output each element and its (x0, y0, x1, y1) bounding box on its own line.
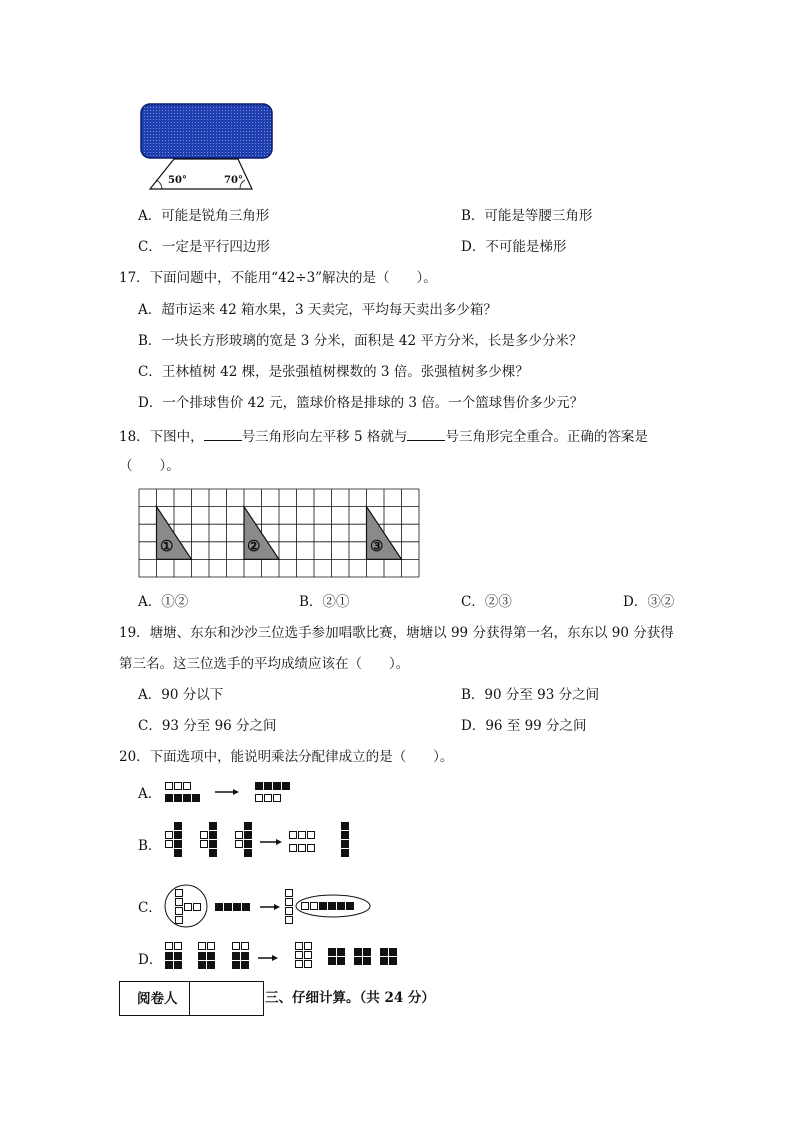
q17-option-d: D．一个排球售价 42 元，篮球价格是排球的 3 倍。一个篮球售价多少元？ (138, 395, 584, 411)
reviewer-score-cell[interactable] (190, 982, 263, 1015)
q18-stem-line2: （ ）。 (119, 458, 180, 474)
q16-angle-left: 50° (168, 175, 187, 186)
q19-stem-line1: 19．塘塘、东东和沙沙三位选手参加唱歌比赛，塘塘以 99 分获得第一名，东东以 90 分获得 (119, 625, 674, 641)
triangle-label-3: ③ (370, 537, 384, 555)
q16-figure (140, 103, 280, 193)
q18-blank-1 (204, 426, 242, 441)
q18-option-b: B．②① (299, 594, 350, 610)
q17-option-a: A．超市运来 42 箱水果，3 天卖完，平均每天卖出多少箱？ (138, 302, 497, 318)
q20-option-b-figure (165, 822, 355, 864)
q20-option-a-figure (165, 782, 305, 806)
q18-option-d: D．③② (623, 594, 675, 610)
q20-option-c-label: C． (138, 900, 162, 916)
q19-option-d: D．96 至 99 分之间 (461, 718, 587, 734)
q16-option-c: C．一定是平行四边形 (138, 239, 270, 255)
blue-rectangle (141, 104, 272, 158)
q17-option-c: C．王林植树 42 棵，是张强植树棵数的 3 倍。张强植树多少棵？ (138, 364, 529, 380)
reviewer-table (119, 981, 264, 1016)
q20-option-a-label: A． (138, 786, 162, 802)
q19-option-a: A．90 分以下 (138, 687, 224, 703)
q18-stem (119, 426, 648, 446)
q19-stem-line2: 第三名。这三位选手的平均成绩应该在（ ）。 (119, 656, 410, 672)
q18-grid-figure (139, 489, 421, 579)
q18-option-a: A．①② (138, 594, 189, 610)
q16-option-a: A．可能是锐角三角形 (138, 208, 270, 224)
q18-stem-part1: 18．下图中， (119, 429, 204, 445)
q16-angle-right: 70° (224, 175, 243, 186)
q19-option-c: C．93 分至 96 分之间 (138, 718, 277, 734)
q20-option-c-figure (165, 884, 375, 930)
reviewer-label: 阅卷人 (137, 991, 178, 1007)
q20-stem: 20．下面选项中，能说明乘法分配律成立的是（ ）。 (119, 749, 454, 765)
q20-option-d-figure (165, 942, 405, 972)
q18-stem-part2: 号三角形向左平移 5 格就与 (241, 429, 408, 445)
q18-stem-part3: 号三角形完全重合。正确的答案是 (445, 429, 648, 445)
q17-stem: 17．下面问题中，不能用“42÷3”解决的是（ ）。 (119, 270, 437, 286)
q18-blank-2 (407, 426, 445, 441)
q20-option-d-label: D． (138, 952, 163, 968)
q18-option-c: C．②③ (461, 594, 512, 610)
q17-option-b: B．一块长方形玻璃的宽是 3 分米，面积是 42 平方分米，长是多少分米？ (138, 333, 583, 349)
reviewer-label-cell (120, 982, 190, 1015)
q16-option-b: B．可能是等腰三角形 (461, 208, 593, 224)
q20-option-b-label: B． (138, 838, 162, 854)
q16-option-d: D．不可能是梯形 (461, 239, 567, 255)
triangle-label-2: ② (247, 537, 261, 555)
section-title: 三、仔细计算。（共 24 分） (265, 990, 435, 1006)
triangle-label-1: ① (160, 537, 174, 555)
q19-option-b: B．90 分至 93 分之间 (461, 687, 600, 703)
